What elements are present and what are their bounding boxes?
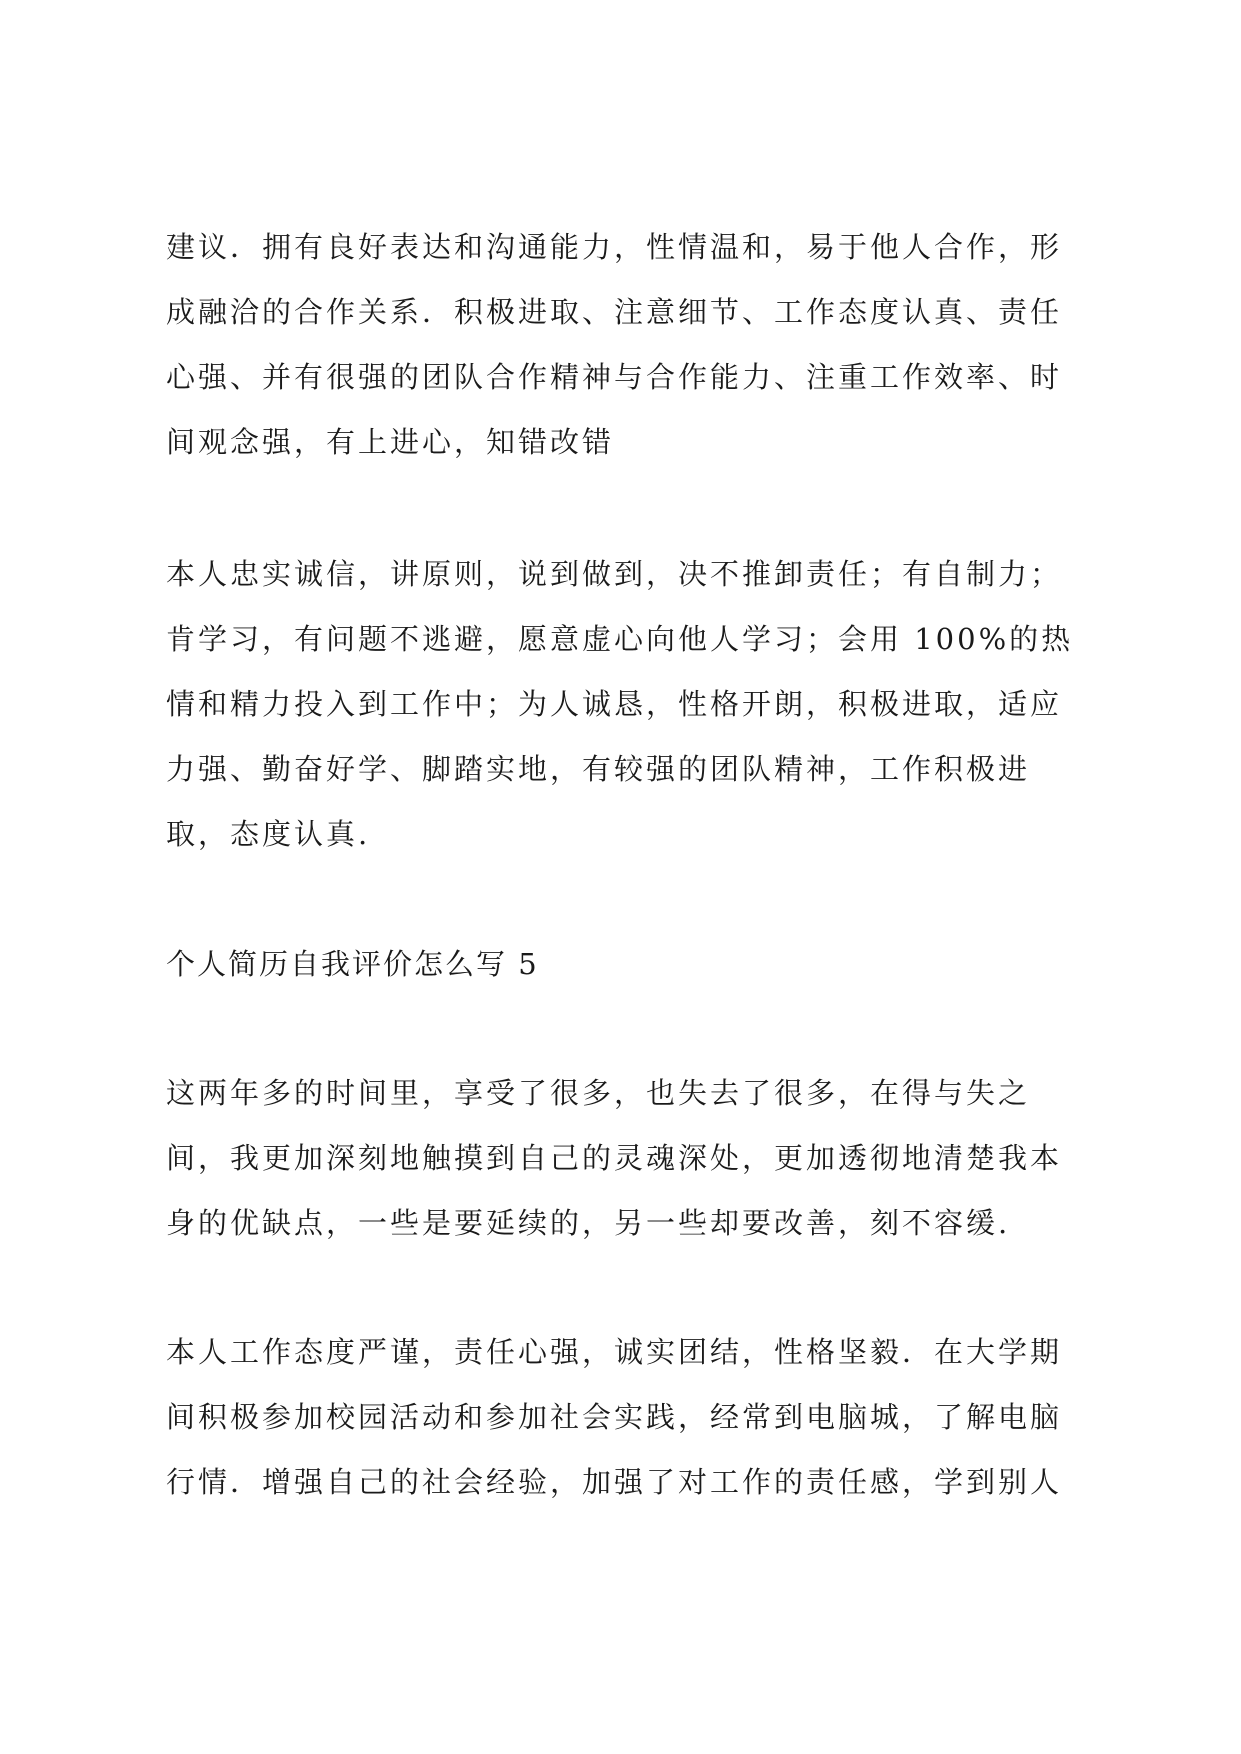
paragraph-integrity — [166, 542, 1096, 867]
text-line: 行情．增强自己的社会经验，加强了对工作的责任感，学到别人 — [166, 1465, 1063, 1499]
text-line: 间观念强，有上进心，知错改错 — [166, 425, 615, 459]
paragraph-work-attitude — [166, 1320, 1096, 1515]
text-line: 这两年多的时间里，享受了很多，也失去了很多，在得与失之 — [166, 1076, 1031, 1110]
text-line: 本人忠实诚信，讲原则，说到做到，决不推卸责任；有自制力； — [166, 557, 1063, 591]
text-line: 肯学习，有问题不逃避，愿意虚心向他人学习；会用 100%的热 — [166, 622, 1074, 656]
section-heading — [166, 932, 1096, 997]
text-line: 成融洽的合作关系．积极进取、注意细节、工作态度认真、责任 — [166, 295, 1063, 329]
paragraph-teamwork — [166, 215, 1096, 475]
text-line: 身的优缺点，一些是要延续的，另一些却要改善，刻不容缓. — [166, 1206, 1011, 1240]
text-line: 间，我更加深刻地触摸到自己的灵魂深处，更加透彻地清楚我本 — [166, 1141, 1063, 1175]
text-line: 情和精力投入到工作中；为人诚恳，性格开朗，积极进取，适应 — [166, 687, 1063, 721]
section-heading-text: 个人简历自我评价怎么写 5 — [166, 947, 539, 981]
text-line: 间积极参加校园活动和参加社会实践，经常到电脑城，了解电脑 — [166, 1400, 1063, 1434]
text-line: 力强、勤奋好学、脚踏实地，有较强的团队精神，工作积极进 — [166, 752, 1031, 786]
text-line: 本人工作态度严谨，责任心强，诚实团结，性格坚毅．在大学期 — [166, 1335, 1063, 1369]
text-line: 心强、并有很强的团队合作精神与合作能力、注重工作效率、时 — [166, 360, 1063, 394]
paragraph-reflection — [166, 1061, 1096, 1256]
text-line: 建议．拥有良好表达和沟通能力，性情温和，易于他人合作，形 — [166, 230, 1063, 264]
text-line: 取，态度认真. — [166, 817, 371, 851]
